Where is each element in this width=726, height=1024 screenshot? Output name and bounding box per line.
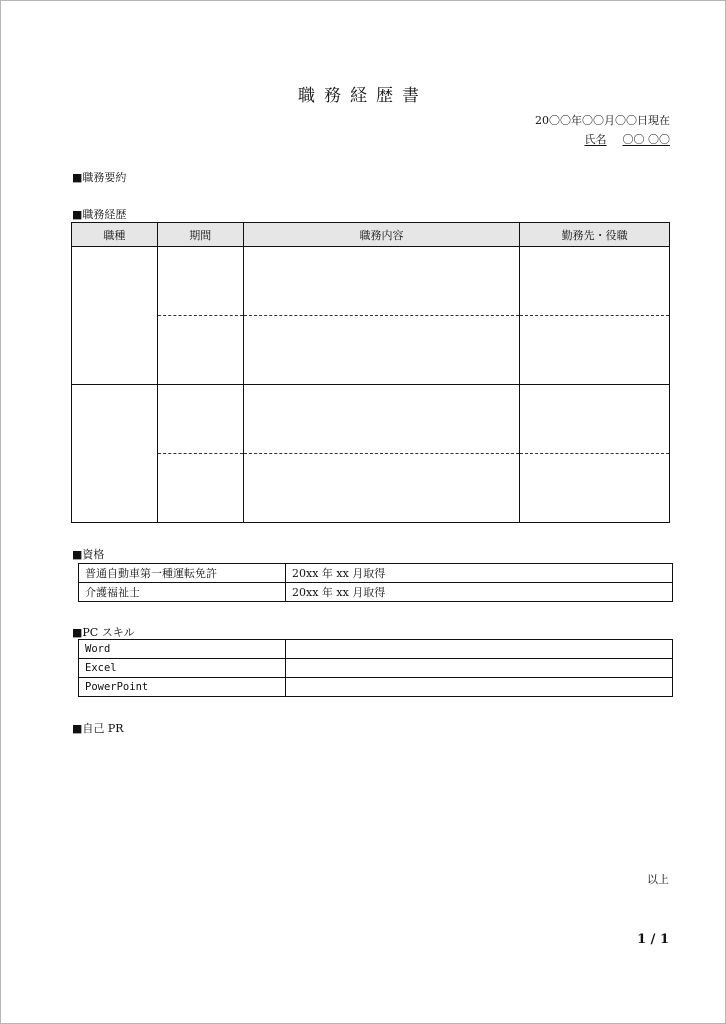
qualification-date: 20xx 年 xx 月取得 xyxy=(286,583,673,602)
skill-level[interactable] xyxy=(286,659,673,678)
section-summary-heading: ■職務要約 xyxy=(72,171,127,184)
table-row xyxy=(79,564,673,583)
career-row xyxy=(72,247,670,316)
career-cell-duties[interactable] xyxy=(243,385,520,454)
career-row xyxy=(72,316,670,385)
career-cell-period[interactable] xyxy=(157,454,243,523)
skill-level[interactable] xyxy=(286,640,673,659)
date-line: 20〇〇年〇〇月〇〇日現在 xyxy=(535,114,670,127)
section-self-pr-heading: ■自己 PR xyxy=(72,722,124,735)
qualification-date: 20xx 年 xx 月取得 xyxy=(286,564,673,583)
career-table-header-row xyxy=(72,223,670,247)
qualification-name: 普通自動車第一種運転免許 xyxy=(79,564,286,583)
career-cell-duties[interactable] xyxy=(243,454,520,523)
table-row xyxy=(79,583,673,602)
career-cell-employer[interactable] xyxy=(520,454,670,523)
table-row xyxy=(79,678,673,697)
skill-name: Word xyxy=(79,640,286,659)
career-header-period: 期間 xyxy=(157,223,243,247)
page-number: 1 / 1 xyxy=(637,932,669,947)
career-cell-duties[interactable] xyxy=(243,247,520,316)
document-title: 職務経歴書 xyxy=(298,86,428,106)
career-cell-job-type[interactable] xyxy=(72,247,158,385)
section-career-heading: ■職務経歴 xyxy=(72,208,127,221)
career-cell-period[interactable] xyxy=(157,385,243,454)
career-cell-employer[interactable] xyxy=(520,316,670,385)
career-cell-period[interactable] xyxy=(157,247,243,316)
name-value: 〇〇 〇〇 xyxy=(622,133,670,146)
career-header-employer-role: 勤務先・役職 xyxy=(520,223,670,247)
closing-text: 以上 xyxy=(647,873,669,886)
career-header-job-type: 職種 xyxy=(72,223,158,247)
skill-name: Excel xyxy=(79,659,286,678)
career-header-duties: 職務内容 xyxy=(243,223,520,247)
skill-level[interactable] xyxy=(286,678,673,697)
name-line xyxy=(585,131,671,147)
career-row xyxy=(72,385,670,454)
skill-name: PowerPoint xyxy=(79,678,286,697)
career-row xyxy=(72,454,670,523)
section-pc-skills-heading: ■PC スキル xyxy=(72,626,135,639)
career-cell-duties[interactable] xyxy=(243,316,520,385)
name-label: 氏名 xyxy=(584,133,607,146)
qualifications-table xyxy=(78,563,673,602)
career-cell-period[interactable] xyxy=(157,316,243,385)
career-table xyxy=(71,222,670,523)
qualification-name: 介護福祉士 xyxy=(79,583,286,602)
section-qualifications-heading: ■資格 xyxy=(72,548,105,561)
career-cell-job-type[interactable] xyxy=(72,385,158,523)
table-row xyxy=(79,640,673,659)
career-cell-employer[interactable] xyxy=(520,247,670,316)
pc-skills-table xyxy=(78,639,673,697)
career-cell-employer[interactable] xyxy=(520,385,670,454)
table-row xyxy=(79,659,673,678)
